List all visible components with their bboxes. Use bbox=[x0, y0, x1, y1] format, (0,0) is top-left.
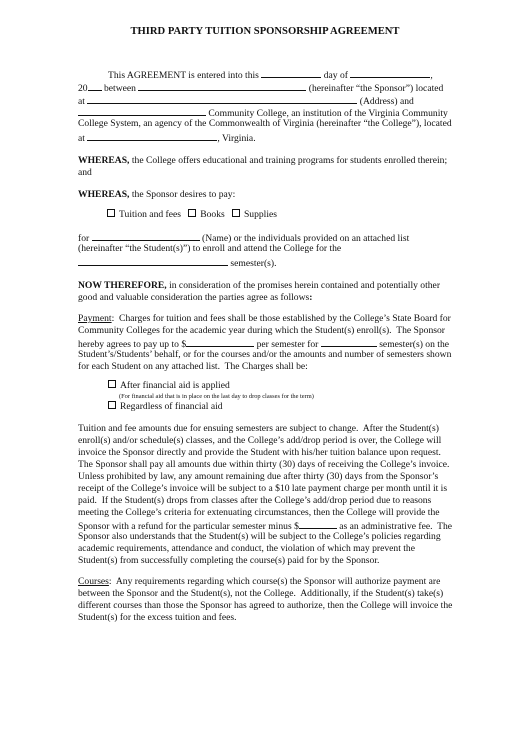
supplies-checkbox[interactable] bbox=[232, 209, 240, 217]
student-name-blank[interactable] bbox=[92, 231, 200, 241]
date-month-blank[interactable] bbox=[350, 68, 430, 78]
courses-heading: Courses bbox=[78, 576, 109, 587]
college-location-blank[interactable] bbox=[87, 131, 217, 141]
sponsor-name-blank[interactable] bbox=[138, 81, 306, 91]
sponsor-address-blank[interactable] bbox=[87, 94, 357, 104]
now-therefore-clause: NOW THEREFORE, in consideration of the promises herein contained and potentially other bbox=[78, 280, 441, 291]
payment-line-2: Community Colleges for the academic year during which the Student(s) enroll(s). The Sponsor bbox=[78, 325, 445, 336]
tuition-line-4: The Sponsor shall pay all amounts due within thirty (30) days of receiving the College’s invoice. bbox=[78, 459, 450, 470]
payment-line-1: Payment: Charges for tuition and fees shall be those established by the College’s State Board for bbox=[78, 313, 451, 324]
regardless-option: Regardless of financial aid bbox=[108, 401, 223, 413]
college-name-blank[interactable] bbox=[78, 106, 206, 116]
books-checkbox[interactable] bbox=[188, 209, 196, 217]
tuition-checkbox[interactable] bbox=[107, 209, 115, 217]
students-line-1: for (Name) or the individuals provided on an attached list bbox=[78, 233, 410, 244]
whereas-clause-2: WHEREAS, the Sponsor desires to pay: bbox=[78, 189, 236, 200]
students-line-2: (hereinafter “the Student(s)”) to enroll and attend the College for the bbox=[78, 243, 342, 254]
students-line-3: semester(s). bbox=[78, 256, 277, 270]
intro-line-2: 20 between (hereinafter “the Sponsor”) located bbox=[78, 83, 444, 94]
courses-line-3: different courses than those the Sponsor has agreed to authorize, then the College will invoice the bbox=[78, 600, 453, 611]
number-semesters-blank[interactable] bbox=[321, 337, 377, 347]
intro-line-5: College System, an agency of the Commonwealth of Virginia (hereinafter “the College”), located bbox=[78, 118, 452, 129]
payment-line-5: for each Student on any attached list. The Charges shall be: bbox=[78, 361, 308, 372]
after-aid-checkbox[interactable] bbox=[108, 380, 116, 388]
whereas-clause-1: WHEREAS, the College offers educational and training programs for students enrolled therein; bbox=[78, 155, 448, 166]
regardless-checkbox[interactable] bbox=[108, 401, 116, 409]
after-aid-option: After financial aid is applied bbox=[108, 380, 230, 392]
whereas-clause-1-cont: and bbox=[78, 167, 92, 178]
admin-fee-blank[interactable] bbox=[299, 519, 337, 529]
intro-line-1: This AGREEMENT is entered into this day of , bbox=[108, 70, 433, 81]
payment-heading: Payment bbox=[78, 313, 112, 324]
payment-line-4: Student’s/Students’ behalf, or for the courses and/or the amounts and number of semesters shown bbox=[78, 349, 452, 360]
tuition-line-11: academic requirements, attendance and conduct, the violation of which may prevent the bbox=[78, 543, 415, 554]
document-title: THIRD PARTY TUITION SPONSORSHIP AGREEMENT bbox=[130, 26, 400, 37]
intro-line-3: at (Address) and bbox=[78, 96, 414, 107]
after-aid-note: (For financial aid that is in place on the last day to drop classes for the term) bbox=[119, 393, 314, 400]
tuition-line-8: meeting the College’s criteria for extenuating circumstances, then the College will provide the bbox=[78, 507, 440, 518]
semesters-blank[interactable] bbox=[78, 256, 228, 266]
year-blank[interactable] bbox=[88, 81, 102, 91]
tuition-line-6: receipt of the College’s invoice will be subject to a $10 late payment charge per month until it is bbox=[78, 483, 448, 494]
tuition-line-3: invoice the Sponsor directly and provide the Student with his/her tuition balance upon request. bbox=[78, 447, 441, 458]
courses-line-4: Student(s) for the excess tuition and fees. bbox=[78, 612, 237, 623]
tuition-line-12: Student(s) from successfully completing the course(s) paid for by the Sponsor. bbox=[78, 555, 380, 566]
intro-line-4: Community College, an institution of the Virginia Community bbox=[78, 106, 448, 120]
payment-type-options: Tuition and fees Books Supplies bbox=[107, 209, 277, 221]
tuition-line-1: Tuition and fee amounts due for ensuing semesters are subject to change. After the Student(s) bbox=[78, 423, 439, 434]
tuition-line-5: Unless prohibited by law, any amount remaining due after thirty (30) days from the Sponsor’s bbox=[78, 471, 439, 482]
intro-line-6: at , Virginia. bbox=[78, 133, 256, 144]
courses-line-1: Courses: Any requirements regarding which course(s) the Sponsor will authorize payment are bbox=[78, 576, 441, 587]
courses-line-2: between the Sponsor and the Student(s), not the College. Additionally, if the Student(s) take(s) bbox=[78, 588, 444, 599]
tuition-line-2: enroll(s) and/or schedule(s) classes, and the College’s add/drop period is over, the College will bbox=[78, 435, 442, 446]
amount-per-semester-blank[interactable] bbox=[186, 337, 254, 347]
tuition-line-7: paid. If the Student(s) drops from classes after the College’s add/drop period due to reasons bbox=[78, 495, 432, 506]
tuition-line-10: Sponsor also understands that the Student(s) will be subject to the College’s policies regarding bbox=[78, 531, 441, 542]
date-day-blank[interactable] bbox=[261, 68, 321, 78]
tuition-line-9: Sponsor with a refund for the particular semester minus $ as an administrative fee. The bbox=[78, 521, 453, 532]
now-therefore-cont: good and valuable consideration the parties agree as follows: bbox=[78, 292, 313, 303]
payment-line-3: hereby agrees to pay up to $ per semester for semester(s) on the bbox=[78, 339, 450, 350]
